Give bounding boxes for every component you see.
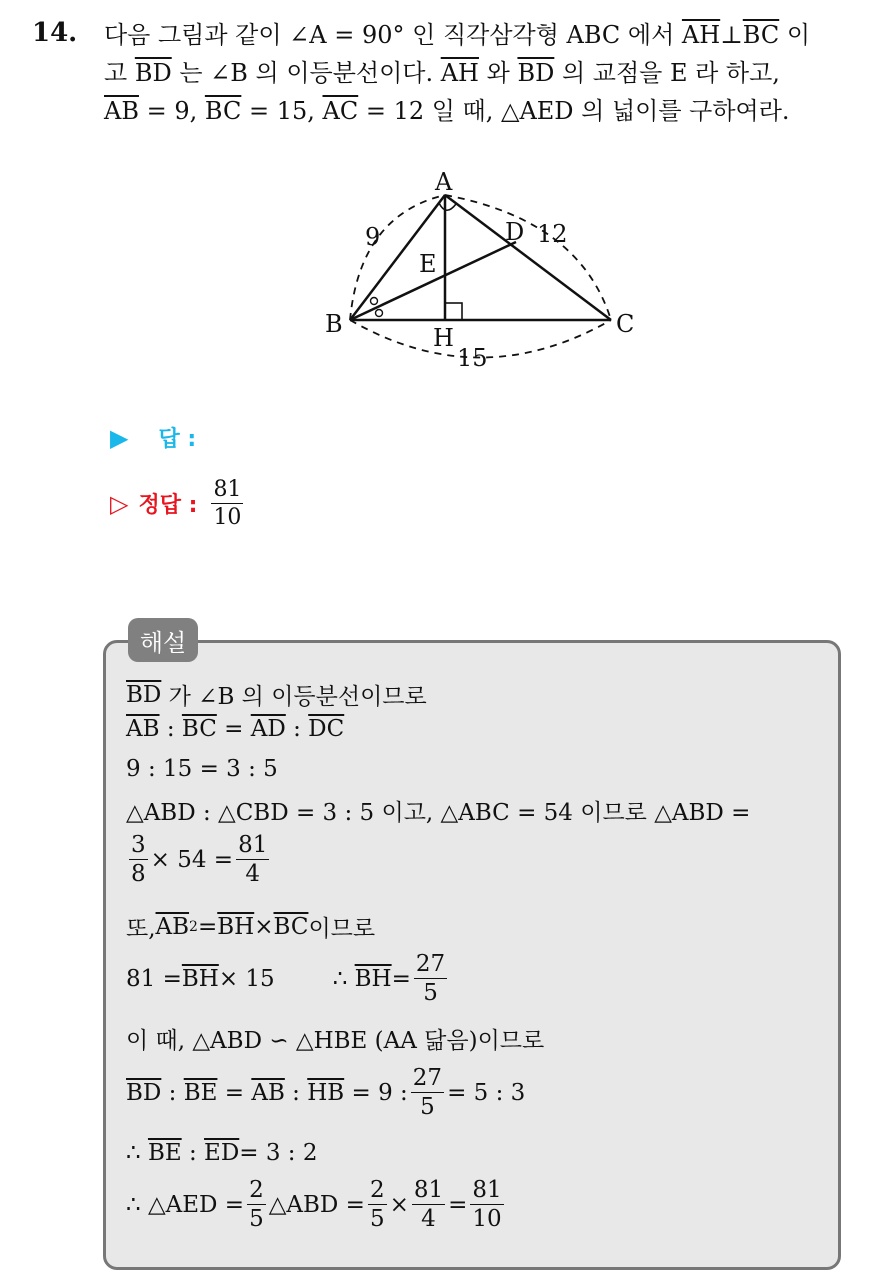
solution-line-4 xyxy=(126,794,750,827)
colon: : xyxy=(166,716,175,742)
fraction xyxy=(129,833,148,886)
q-text: 다음 그림과 같이 ∠A = 90° 인 직각삼각형 ABC 에서 xyxy=(104,21,682,49)
sol-text: 또, xyxy=(126,916,156,942)
solution-line-7 xyxy=(126,952,450,1005)
sol-text: 가 ∠B 의 이등분선이므로 xyxy=(168,684,427,710)
equals: = xyxy=(224,716,244,742)
frac-den: 5 xyxy=(420,1094,435,1121)
sol-text: △ABD : △CBD = 3 : 5 이고, △ABC = 54 이므로 △ABD = xyxy=(126,800,751,826)
right-angle-mark-a xyxy=(439,203,456,210)
fraction xyxy=(236,833,269,886)
solution-line-6 xyxy=(126,910,375,943)
segment-ah: $\overline{AH}$ xyxy=(440,59,479,87)
question-line-3 xyxy=(104,92,864,130)
sol-text: △ABD = xyxy=(268,1191,365,1218)
segment-bc: $\overline{BC}$ xyxy=(181,716,217,742)
segment-ab: $\overline{AB}$ xyxy=(126,716,160,742)
label-a: A xyxy=(435,168,453,196)
sol-text: = xyxy=(448,1191,468,1218)
play-outline-icon: ▷ xyxy=(110,489,129,518)
sol-text: × xyxy=(389,1191,409,1218)
sol-text: × 54 = xyxy=(150,846,234,873)
sol-text: 이므로 xyxy=(308,916,376,942)
segment-bh: $\overline{BH}$ xyxy=(181,965,219,992)
segment-bd: $\overline{BD}$ xyxy=(126,681,162,708)
segment-bd: $\overline{BD}$ xyxy=(126,1079,162,1106)
sol-text: 81 = xyxy=(126,965,182,992)
q-text: 고 xyxy=(104,59,135,87)
solution-line-2 xyxy=(126,716,344,742)
label-side-bc: 15 xyxy=(457,344,488,372)
correct-answer-row xyxy=(110,478,246,529)
segment-ah: $\overline{AH}$ xyxy=(681,21,721,49)
sol-text: ∴ △AED = xyxy=(126,1191,245,1218)
correct-answer-label: 정답 : xyxy=(138,493,198,519)
fraction xyxy=(412,1178,445,1231)
segment-bc: $\overline{BC}$ xyxy=(273,913,309,940)
therefore: ∴ xyxy=(126,1140,141,1166)
frac-den: 5 xyxy=(249,1206,264,1233)
fraction xyxy=(368,1178,387,1231)
sol-text: 9 : 15 = 3 : 5 xyxy=(126,756,278,782)
fraction xyxy=(414,952,447,1005)
segment-ac: $\overline{AC}$ xyxy=(322,97,359,125)
angle-mark-b1 xyxy=(371,298,378,305)
label-side-ab: 9 xyxy=(365,223,381,251)
segment-bh: $\overline{BH}$ xyxy=(354,965,392,992)
label-e: E xyxy=(419,250,437,278)
q-text: 이 xyxy=(779,21,811,49)
label-c: C xyxy=(616,310,635,338)
answer-label: 답 : xyxy=(158,427,197,452)
segment-be: $\overline{BE}$ xyxy=(147,1140,182,1166)
label-side-ac: 12 xyxy=(537,220,568,248)
therefore: ∴ xyxy=(332,965,348,992)
sol-text: × 15 xyxy=(218,965,275,992)
label-b: B xyxy=(325,310,343,338)
segment-hb: $\overline{HB}$ xyxy=(307,1079,345,1106)
segment-ab: $\overline{AB}$ xyxy=(251,1079,285,1106)
segment-bh: $\overline{BH}$ xyxy=(217,913,255,940)
sol-text: = 5 : 3 xyxy=(447,1079,526,1106)
frac-num: 81 xyxy=(236,833,269,860)
sol-text: × xyxy=(254,913,274,940)
colon: : xyxy=(293,716,301,742)
side-ac xyxy=(445,195,611,320)
solution-line-5 xyxy=(126,833,272,886)
perp-symbol: ⊥ xyxy=(720,21,743,49)
segment-ed: $\overline{ED}$ xyxy=(204,1140,240,1166)
solution-line-1 xyxy=(126,678,427,711)
segment-bd: $\overline{BD}$ xyxy=(517,59,555,87)
right-angle-mark-h xyxy=(445,303,462,320)
label-d: D xyxy=(505,218,525,246)
fraction xyxy=(470,1178,503,1231)
segment-ad: $\overline{AD}$ xyxy=(250,716,286,742)
sol-text: 이 때, △ABD ∽ △HBE (AA 닮음)이므로 xyxy=(126,1028,545,1054)
sol-text: = 3 : 2 xyxy=(239,1140,318,1166)
question-line-1 xyxy=(104,16,864,54)
solution-tag: 해설 xyxy=(128,618,198,662)
fraction xyxy=(411,1066,444,1119)
segment-dc: $\overline{DC}$ xyxy=(308,716,345,742)
q-text: 는 ∠B 의 이등분선이다. xyxy=(171,59,441,87)
q-text: = 12 일 때, △AED 의 넓이를 구하여라. xyxy=(358,97,790,125)
frac-den: 8 xyxy=(131,861,146,888)
question-number: 14. xyxy=(32,18,78,48)
segment-bd: $\overline{BD}$ xyxy=(134,59,172,87)
label-h: H xyxy=(433,324,454,352)
frac-num: 81 xyxy=(412,1178,445,1205)
segment-ab: $\overline{AB}$ xyxy=(155,913,190,940)
frac-den: 5 xyxy=(423,980,438,1007)
frac-num: 81 xyxy=(211,478,243,504)
frac-num: 3 xyxy=(129,833,148,860)
frac-den: 10 xyxy=(472,1206,502,1233)
solution-line-8 xyxy=(126,1022,544,1055)
answer-row xyxy=(110,422,196,453)
play-icon: ▶ xyxy=(110,423,129,452)
frac-num: 27 xyxy=(414,952,447,979)
sol-text: = 9 : xyxy=(351,1079,408,1106)
segment-be: $\overline{BE}$ xyxy=(183,1079,218,1106)
q-text: 의 교점을 E 라 하고, xyxy=(554,59,780,87)
solution-line-9: $\overline{BD}$ : $\overline{BE}$ = $\overline{AB}$ : $\overline{HB}$ = 9 : $\frac{27}{5}$ = 5 : 3 xyxy=(126,1065,526,1121)
segment-bc: $\overline{BC}$ xyxy=(204,97,242,125)
fraction xyxy=(247,1178,266,1231)
sol-text: = xyxy=(197,913,218,940)
angle-mark-b2 xyxy=(376,310,383,317)
exponent: 2 xyxy=(189,918,198,935)
correct-answer-value xyxy=(211,478,243,529)
solution-line-10: ∴ $\overline{BE}$ : $\overline{ED}$ = 3 : 2 xyxy=(126,1140,318,1166)
frac-num: 81 xyxy=(470,1178,503,1205)
segment-ab: $\overline{AB}$ xyxy=(104,97,139,125)
frac-num: 27 xyxy=(411,1066,444,1093)
frac-num: 2 xyxy=(247,1178,266,1205)
solution-line-11 xyxy=(126,1178,507,1231)
frac-den: 4 xyxy=(245,861,261,888)
sol-text: = xyxy=(391,965,411,992)
solution-line-3 xyxy=(126,756,278,782)
frac-num: 2 xyxy=(368,1178,387,1205)
q-text: 와 xyxy=(478,59,518,87)
question-line-2 xyxy=(104,54,864,92)
frac-den: 10 xyxy=(213,505,242,531)
q-text: = 15, xyxy=(241,97,323,125)
frac-den: 5 xyxy=(369,1206,385,1233)
frac-den: 4 xyxy=(421,1206,436,1233)
triangle-figure xyxy=(315,160,655,375)
q-text: = 9, xyxy=(138,97,205,125)
question-text xyxy=(104,16,864,130)
segment-bc: $\overline{BC}$ xyxy=(742,21,780,49)
